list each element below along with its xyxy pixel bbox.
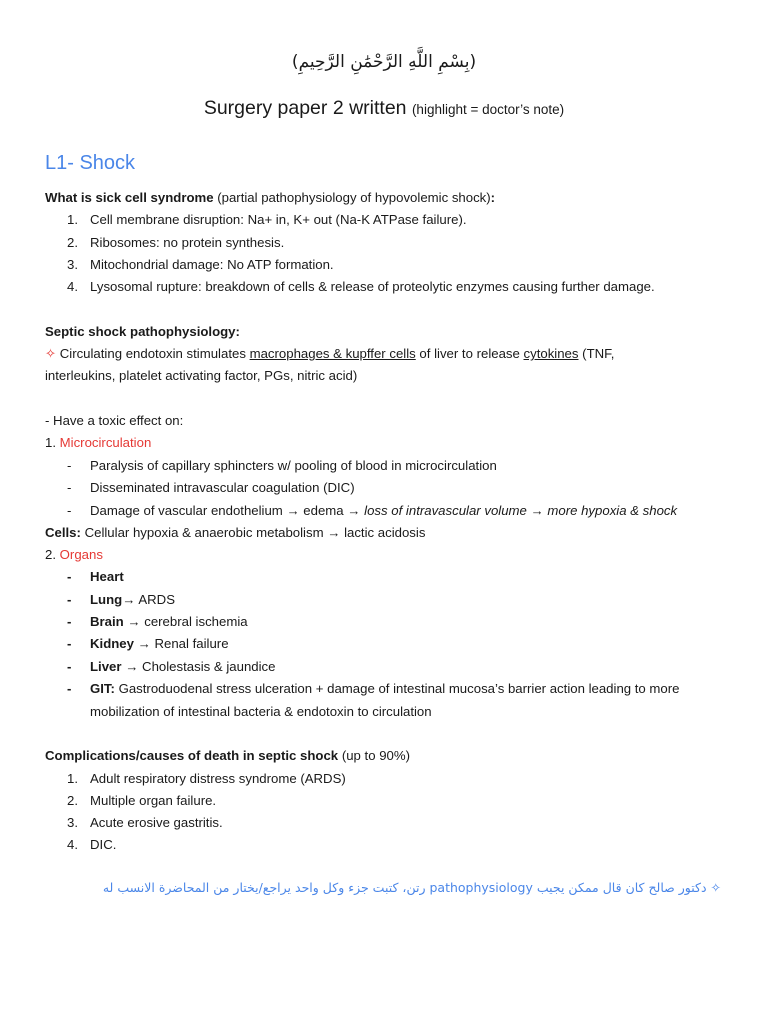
sick-cell-heading-rest: (partial pathophysiology of hypovolemic shock) [217, 190, 491, 205]
organs-num: 2. [45, 547, 56, 562]
cells-line [45, 525, 745, 547]
list-item: 4. Lysosomal rupture: breakdown of cells & release of proteolytic enzymes causing further damage. [67, 279, 655, 294]
complications-heading-rest: (up to 90%) [341, 748, 410, 763]
list-item-text: Cell membrane disruption: Na+ in, K+ out (Na-K ATPase failure). [90, 212, 467, 227]
cells-text: Cellular hypoxia & anaerobic metabolism → lactic acidosis [84, 525, 426, 540]
list-item-text: Damage of vascular endothelium → edema → [90, 503, 361, 518]
sick-cell-heading-colon: : [490, 190, 496, 205]
organ-detail: mobilization of intestinal bacteria & endotoxin to circulation [90, 704, 432, 719]
organ-detail: Gastroduodenal stress ulceration + damage of intestinal mucosa’s barrier action leading to more [118, 681, 680, 696]
cells-label: Cells: [45, 525, 81, 540]
sick-cell-heading-bold: What is sick cell syndrome [45, 190, 214, 205]
doctor-note: ✧ دكتور صالح كان قال ممكن يجيب pathophysiology رتن، كتبت جزء وكل واحد يراجع/يختار من المحاضرة الانسب له [102, 880, 721, 895]
lecture-heading: L1- Shock [45, 152, 136, 174]
septic-underlined: macrophages & kupffer cells [249, 346, 416, 361]
septic-line1 [45, 346, 745, 368]
septic-text: of liver to release [419, 346, 520, 361]
organ-item: - Kidney → Renal failure [67, 636, 229, 651]
diamond-icon: ✧ [45, 346, 57, 361]
list-item: 4. DIC. [67, 837, 117, 852]
organs-label: Organs [59, 547, 103, 562]
list-item: - Paralysis of capillary sphincters w/ pooling of blood in microcirculation [67, 458, 497, 473]
list-item: - Disseminated intravascular coagulation (DIC) [67, 480, 355, 495]
list-item-text: DIC. [90, 837, 117, 852]
title-text: Surgery paper 2 written [203, 97, 407, 119]
list-item: - Damage of vascular endothelium → edema → loss of intravascular volume → more hypoxia & shock [67, 503, 678, 518]
list-item: 1. Adult respiratory distress syndrome (ARDS) [67, 771, 346, 786]
sick-cell-heading [45, 190, 745, 212]
list-item-text: Adult respiratory distress syndrome (ARDS) [90, 771, 346, 786]
organs-heading [45, 547, 745, 569]
septic-heading: Septic shock pathophysiology: [45, 324, 240, 339]
list-item-text: Lysosomal rupture: breakdown of cells & release of proteolytic enzymes causing further damage. [90, 279, 655, 294]
organ-item: - Brain → cerebral ischemia [67, 614, 248, 629]
organ-item-continuation [0, 704, 700, 726]
organ-name: Liver [90, 659, 122, 674]
list-item-text: Multiple organ failure. [90, 793, 217, 808]
organ-item: - Heart [67, 569, 124, 584]
organ-detail: → cerebral ischemia [127, 614, 248, 629]
title-note: (highlight = doctor’s note) [411, 102, 565, 117]
organ-item: - GIT: Gastroduodenal stress ulceration + damage of intestinal mucosa’s barrier action leading to more [67, 681, 680, 696]
list-item: 2. Multiple organ failure. [67, 793, 217, 808]
organ-name: Heart [90, 569, 124, 584]
page-title [0, 97, 768, 120]
complications-heading-bold: Complications/causes of death in septic shock [45, 748, 339, 763]
list-item-text: Ribosomes: no protein synthesis. [90, 235, 285, 250]
septic-text: Circulating endotoxin stimulates [59, 346, 246, 361]
septic-line2: interleukins, platelet activating factor, PGs, nitric acid) [45, 368, 358, 383]
organ-item: - Liver → Cholestasis & jaundice [67, 659, 276, 674]
bismillah: (بِسْمِ اللَّهِ الرَّحْمَٰنِ الرَّحِيمِ) [291, 52, 477, 72]
organ-detail: → Cholestasis & jaundice [125, 659, 276, 674]
micro-num: 1. [45, 435, 56, 450]
septic-underlined: cytokines [523, 346, 579, 361]
microcirculation-heading [45, 435, 745, 457]
micro-label: Microcirculation [59, 435, 152, 450]
list-item: 3. Acute erosive gastritis. [67, 815, 223, 830]
list-item-text: Paralysis of capillary sphincters w/ pooling of blood in microcirculation [90, 458, 497, 473]
complications-heading [45, 748, 745, 770]
organ-name: Kidney [90, 636, 134, 651]
list-item-text: Mitochondrial damage: No ATP formation. [90, 257, 334, 272]
organ-detail: → ARDS [122, 592, 175, 607]
list-item-text: Disseminated intravascular coagulation (DIC) [90, 480, 355, 495]
organ-name: GIT: [90, 681, 115, 696]
organ-name: Brain [90, 614, 124, 629]
list-item-italic: loss of intravascular volume → more hypoxia & shock [364, 503, 678, 518]
list-item: 3. Mitochondrial damage: No ATP formation. [67, 257, 334, 272]
list-item: 1. Cell membrane disruption: Na+ in, K+ out (Na-K ATPase failure). [67, 212, 467, 227]
organ-name: Lung [90, 592, 123, 607]
toxic-effect-line: - Have a toxic effect on: [45, 413, 184, 428]
organ-detail: → Renal failure [137, 636, 229, 651]
septic-text: (TNF, [582, 346, 615, 361]
organ-item: - Lung→ ARDS [67, 592, 175, 607]
list-item-text: Acute erosive gastritis. [90, 815, 223, 830]
list-item: 2. Ribosomes: no protein synthesis. [67, 235, 285, 250]
